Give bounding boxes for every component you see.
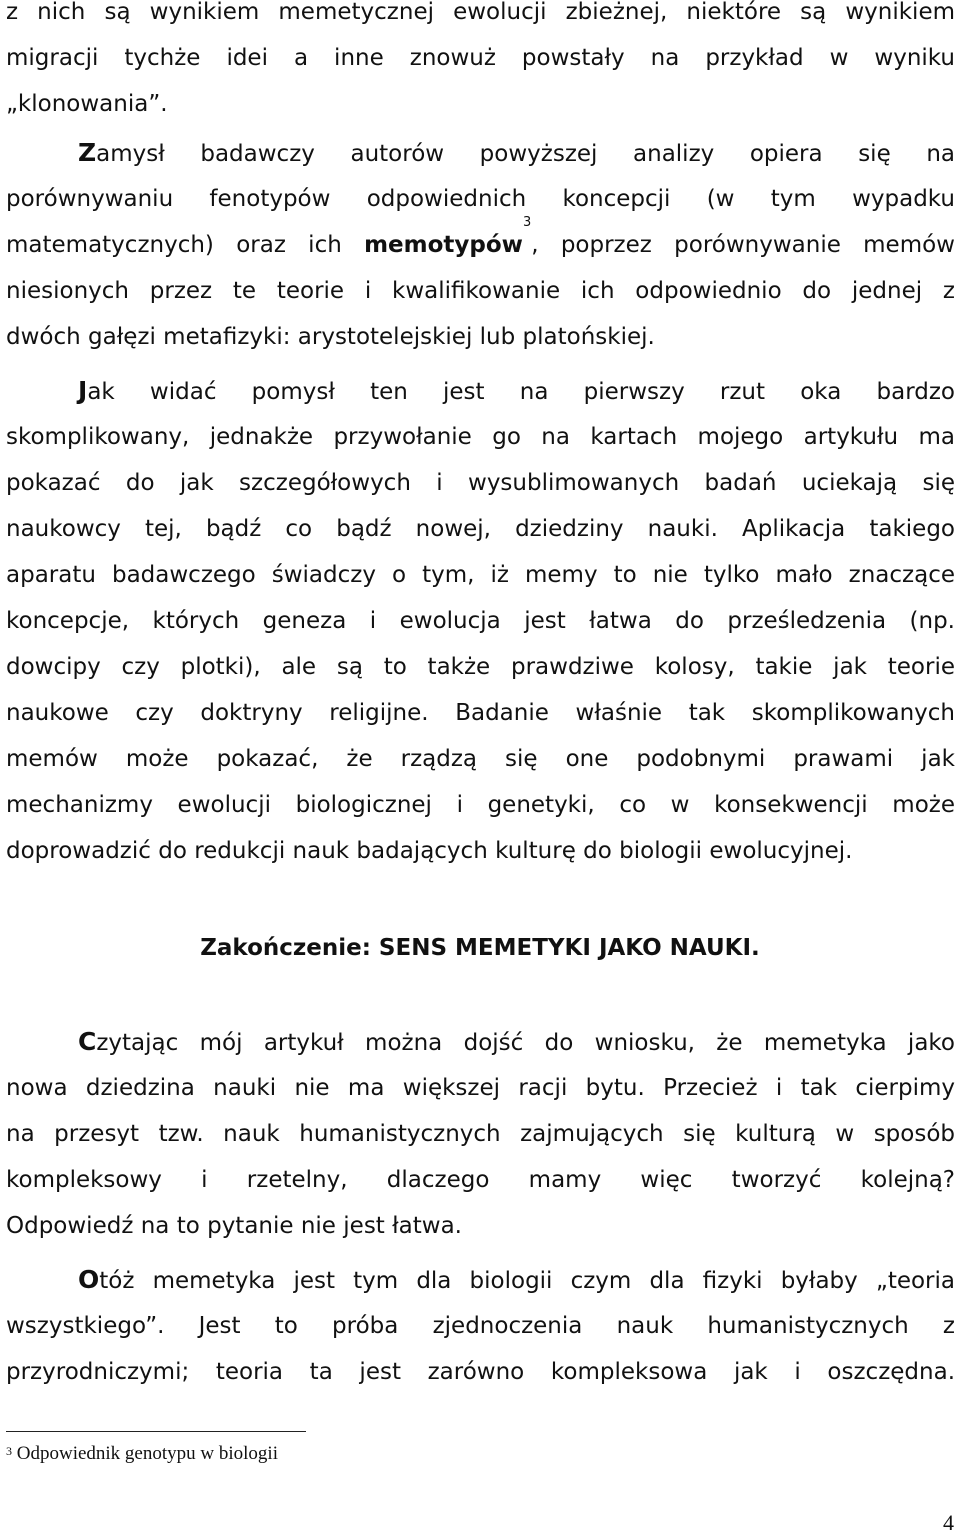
text-line: naukowcy tej, bądź co bądź nowej, dziedziny nauki. Aplikacja takiego <box>6 516 955 542</box>
drop-initial: O <box>78 1265 100 1294</box>
paragraph-complexity <box>6 368 955 874</box>
drop-initial: Z <box>78 138 97 167</box>
text-line <box>6 1257 955 1303</box>
text-line: doprowadzić do redukcji nauk badających kulturę do biologii ewolucyjnej. <box>6 838 853 864</box>
text-run: amysł badawczy autorów powyższej analizy opiera się na <box>96 141 955 167</box>
text-run: ak widać pomysł ten jest na pierwszy rzut oka bardzo <box>87 379 955 405</box>
text-line: naukowe czy doktryny religijne. Badanie właśnie tak skomplikowanych <box>6 700 955 726</box>
text-line: porównywaniu fenotypów odpowiednich koncepcji (w tym wypadku <box>6 186 955 212</box>
text-line: kompleksowy i rzetelny, dlaczego mamy więc tworzyć kolejną? <box>6 1167 955 1193</box>
text-line: aparatu badawczego świadczy o tym, iż memy to nie tylko mało znaczące <box>6 562 955 588</box>
text-line <box>6 368 955 414</box>
text-line: Odpowiedź na to pytanie nie jest łatwa. <box>6 1213 462 1239</box>
footnote-reference[interactable]: 3 <box>522 215 532 230</box>
text-line: dwóch gałęzi metafizyki: arystotelejskiej lub platońskiej. <box>6 324 655 350</box>
section-heading: Zakończenie: SENS MEMETYKI JAKO NAUKI. <box>200 935 760 961</box>
paragraph-conclusion <box>6 1019 955 1249</box>
text-line <box>6 1019 955 1065</box>
footnote-marker: 3 <box>6 1444 12 1458</box>
text-line: niesionych przez te teorie i kwalifikowanie ich odpowiednio do jednej z <box>6 278 955 304</box>
text-line: memów może pokazać, że rządzą się one podobnymi prawami jak <box>6 746 955 772</box>
paragraph-continuation <box>6 0 955 127</box>
text-line: mechanizmy ewolucji biologicznej i genetyki, co w konsekwencji może <box>6 792 955 818</box>
text-line: „klonowania”. <box>6 91 168 117</box>
text-line: wszystkiego”. Jest to próba zjednoczenia nauk humanistycznych z <box>6 1313 955 1339</box>
footnote <box>6 1440 278 1468</box>
footnote-text: Odpowiednik genotypu w biologii <box>16 1443 278 1464</box>
text-run: tóż memetyka jest tym dla biologii czym dla fizyki byłaby „teoria <box>99 1268 955 1294</box>
text-line: przyrodniczymi; teoria ta jest zarówno kompleksowa jak i oszczędna. <box>6 1359 955 1385</box>
text-run: zytając mój artykuł można dojść do wniosku, że memetyka jako <box>96 1030 955 1056</box>
text-line <box>6 130 955 176</box>
text-line: nowa dziedzina nauki nie ma większej racji bytu. Przecież i tak cierpimy <box>6 1075 955 1101</box>
drop-initial: J <box>78 376 88 405</box>
footnote-separator <box>6 1431 306 1432</box>
text-line: migracji tychże idei a inne znowuż powstały na przykład w wyniku <box>6 45 955 71</box>
drop-initial: C <box>78 1027 97 1056</box>
text-run: , poprzez porównywanie memów <box>531 232 955 258</box>
text-run: matematycznych) oraz ich <box>6 232 365 258</box>
text-line: z nich są wynikiem memetycznej ewolucji zbieżnej, niektóre są wynikiem <box>6 0 955 25</box>
bold-term: memotypów <box>364 232 523 258</box>
text-line: na przesyt tzw. nauk humanistycznych zajmujących się kulturą w sposób <box>6 1121 955 1147</box>
text-line: pokazać do jak szczegółowych i wysublimowanych badań uciekają się <box>6 470 955 496</box>
text-line: skomplikowany, jednakże przywołanie go na kartach mojego artykułu ma <box>6 424 955 450</box>
paragraph-research-idea <box>6 130 955 360</box>
paragraph-theory-of-everything <box>6 1257 955 1395</box>
text-line <box>6 215 955 268</box>
page-number: 4 <box>943 1510 954 1535</box>
text-line: koncepcje, których geneza i ewolucja jest łatwa do prześledzenia (np. <box>6 608 955 634</box>
text-line: dowcipy czy plotki), ale są to także prawdziwe kolosy, takie jak teorie <box>6 654 955 680</box>
